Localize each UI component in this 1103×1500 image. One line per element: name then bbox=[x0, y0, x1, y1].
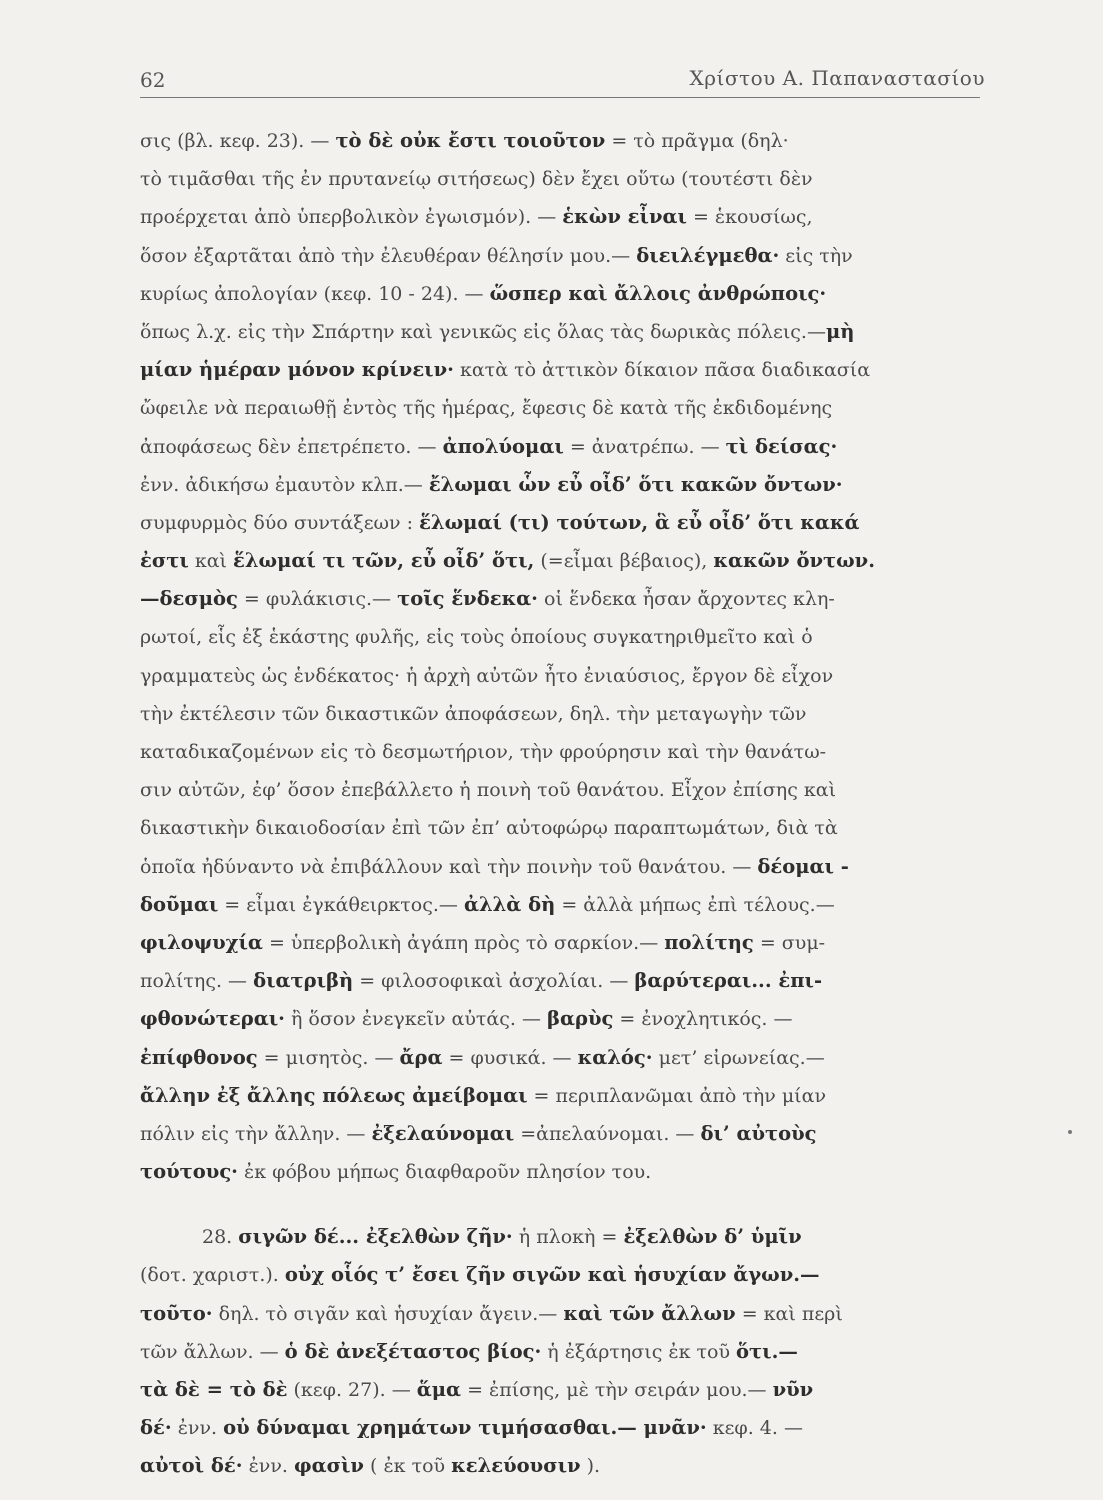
gloss-text: = φυλάκισις.— bbox=[237, 588, 398, 611]
lemma-bold: καλός· bbox=[577, 1045, 653, 1069]
text-line bbox=[140, 1447, 1000, 1485]
lemma-bold: ἅμα bbox=[416, 1378, 462, 1401]
gloss-text: (δοτ. χαριστ.). bbox=[140, 1264, 285, 1287]
gloss-text: = ἑκουσίως, bbox=[686, 206, 813, 229]
text-line bbox=[140, 351, 1000, 389]
gloss-text: = ἐνοχλητικός. — bbox=[613, 1008, 793, 1031]
lemma-bold: βαρὺς bbox=[547, 1007, 614, 1031]
lemma-bold: διατριβὴ bbox=[253, 969, 354, 993]
lemma-bold: —δεσμὸς bbox=[140, 587, 238, 611]
text-line bbox=[140, 1115, 1000, 1153]
text-line bbox=[140, 962, 1000, 1000]
gloss-text: ( ἐκ τοῦ bbox=[363, 1455, 452, 1478]
text-line bbox=[140, 618, 1000, 656]
lemma-bold: φασὶν bbox=[293, 1454, 364, 1478]
lemma-bold: μὴ bbox=[825, 319, 855, 343]
lemma-bold: ἐξελθὼν δ’ ὑμῖν bbox=[623, 1225, 802, 1249]
text-line bbox=[140, 924, 1000, 962]
text-line bbox=[140, 1409, 1000, 1447]
lemma-bold: βαρύτεραι... ἐπι- bbox=[634, 969, 823, 993]
gloss-text: οἱ ἕνδεκα ἦσαν ἄρχοντες κλη- bbox=[537, 588, 835, 611]
gloss-text: τῶν ἄλλων. — bbox=[140, 1340, 285, 1363]
lemma-bold: οὐ δύναμαι χρημάτων τιμήσασθαι.— μνᾶν· bbox=[223, 1416, 707, 1440]
gloss-text: σιν αὐτῶν, ἐφ’ ὅσον ἐπεβάλλετο ἡ ποινὴ τοῦ θανάτου. Εἶχον ἐπίσης καὶ bbox=[140, 779, 837, 802]
header-rule bbox=[140, 97, 980, 98]
commentary-text bbox=[140, 122, 1000, 1486]
margin-speck bbox=[1068, 1130, 1072, 1134]
lemma-bold: πολίτης bbox=[664, 930, 754, 954]
text-line bbox=[140, 198, 1000, 236]
gloss-text: γραμματεὺς ὡς ἑνδέκατος· ἡ ἀρχὴ αὐτῶν ἦτο ἐνιαύσιος, ἔργον δὲ εἶχον bbox=[140, 664, 834, 687]
gloss-text: = ἀνατρέπω. — bbox=[563, 435, 726, 458]
lemma-bold: ἄρα bbox=[399, 1045, 443, 1069]
gloss-text: = ὑπερβολικὴ ἀγάπη πρὸς τὸ σαρκίον.— bbox=[262, 931, 665, 954]
page-header bbox=[140, 62, 985, 96]
text-line bbox=[140, 657, 1000, 695]
lemma-bold: δέ· bbox=[140, 1416, 172, 1440]
lemma-bold: τὰ δὲ = τὸ δὲ bbox=[140, 1378, 288, 1401]
text-line bbox=[140, 275, 1000, 313]
text-line bbox=[140, 580, 1000, 618]
gloss-text: = τὸ πρᾶγμα (δηλ· bbox=[605, 130, 789, 152]
text-line bbox=[140, 466, 1000, 504]
text-line bbox=[140, 313, 1000, 351]
lemma-bold: ἀλλὰ δὴ bbox=[463, 892, 556, 916]
text-line bbox=[140, 1153, 1000, 1191]
gloss-text: κυρίως ἀπολογίαν (κεφ. 10 - 24). — bbox=[140, 282, 490, 305]
lemma-bold: δοῦμαι bbox=[140, 892, 219, 916]
gloss-text: ). bbox=[580, 1455, 601, 1478]
gloss-text: =ἀπελαύνομαι. — bbox=[514, 1122, 701, 1145]
gloss-text: ἐκ φόβου μήπως διαφθαροῦν πλησίον του. bbox=[237, 1161, 652, 1184]
lemma-bold: ἔλωμαι ὧν εὖ οἶδ’ ὅτι κακῶν ὄντων· bbox=[428, 472, 843, 496]
gloss-text: (=εἶμαι βέβαιος), bbox=[534, 550, 714, 573]
text-line bbox=[140, 504, 1000, 542]
lemma-bold: τὶ δείσας· bbox=[725, 434, 838, 458]
text-line bbox=[140, 389, 1000, 427]
gloss-text: κατὰ τὸ ἀττικὸν δίκαιον πᾶσα διαδικασία bbox=[453, 359, 871, 382]
lemma-bold: αὐτοὶ δέ· bbox=[140, 1454, 243, 1478]
lemma-bold: διειλέγμεθα· bbox=[636, 243, 780, 267]
gloss-text: (κεφ. 27). — bbox=[287, 1379, 417, 1401]
gloss-text: δηλ. τὸ σιγᾶν καὶ ἡσυχίαν ἄγειν.— bbox=[212, 1302, 564, 1325]
gloss-text: ἀποφάσεως δὲν ἐπετρέπετο. — bbox=[140, 435, 443, 458]
text-line bbox=[140, 1333, 1000, 1371]
lemma-bold: καὶ τῶν ἄλλων bbox=[563, 1301, 736, 1325]
gloss-text: τὴν ἐκτέλεσιν τῶν δικαστικῶν ἀποφάσεων, δηλ. τὴν μεταγωγὴν τῶν bbox=[140, 702, 807, 725]
lemma-bold: νῦν bbox=[772, 1378, 814, 1401]
text-line bbox=[140, 695, 1000, 733]
page-number: 62 bbox=[140, 68, 166, 92]
lemma-bold: φθονώτεραι· bbox=[140, 1007, 285, 1031]
gloss-text: τὸ τιμᾶσθαι τῆς ἐν πρυτανείῳ σιτήσεως) δὲν ἔχει οὕτω (τουτέστι δὲν bbox=[140, 168, 813, 191]
lemma-bold: ἀπολύομαι bbox=[442, 434, 564, 458]
text-line bbox=[140, 1256, 1000, 1294]
gloss-text: δικαστικὴν δικαιοδοσίαν ἐπὶ τῶν ἐπ’ αὐτοφώρῳ παραπτωμάτων, διὰ τὰ bbox=[140, 817, 838, 840]
text-line bbox=[140, 1000, 1000, 1038]
gloss-text: = φιλοσοφικαὶ ἀσχολίαι. — bbox=[353, 970, 635, 993]
gloss-text: καὶ bbox=[188, 550, 234, 573]
text-line bbox=[140, 771, 1000, 809]
lemma-bold: ἕλωμαί τι τῶν, εὖ οἶδ’ ὅτι, bbox=[233, 549, 535, 573]
gloss-text: ἐνν. bbox=[242, 1455, 294, 1478]
lemma-bold: τοῦτο· bbox=[140, 1301, 213, 1325]
gloss-text: = περιπλανῶμαι ἀπὸ τὴν μίαν bbox=[527, 1084, 826, 1107]
lemma-bold: τὸ δὲ οὐκ ἔστι τοιοῦτον bbox=[335, 129, 606, 152]
paragraph-notes-27 bbox=[140, 122, 1000, 1191]
gloss-text: ἡ ἐξάρτησις ἐκ τοῦ bbox=[541, 1340, 737, 1363]
text-line bbox=[140, 1039, 1000, 1077]
text-line bbox=[140, 160, 1000, 198]
gloss-text: μετ’ εἰρωνείας.— bbox=[652, 1046, 825, 1069]
paragraph-gap bbox=[140, 1191, 1000, 1218]
lemma-bold: οὐχ οἷός τ’ ἔσει ζῆν σιγῶν καὶ ἡσυχίαν ἄγων.— bbox=[284, 1263, 820, 1287]
running-title: Χρίστου Α. Παπαναστασίου bbox=[689, 66, 985, 90]
gloss-text: ἢ ὅσον ἐνεγκεῖν αὐτάς. — bbox=[284, 1008, 548, 1031]
lemma-bold: ὅτι.— bbox=[736, 1339, 798, 1363]
gloss-text: = συμ- bbox=[753, 931, 826, 954]
lemma-bold: δι’ αὐτοὺς bbox=[700, 1121, 817, 1145]
text-line bbox=[140, 122, 1000, 160]
gloss-text: ἐνν. bbox=[171, 1417, 224, 1440]
lemma-bold: ἐστι bbox=[140, 549, 189, 573]
gloss-text: σις (βλ. κεφ. 23). — bbox=[140, 130, 336, 152]
gloss-text: = καὶ περὶ bbox=[735, 1302, 843, 1325]
text-line bbox=[140, 1295, 1000, 1333]
gloss-text: κεφ. 4. — bbox=[706, 1417, 803, 1440]
text-line bbox=[140, 848, 1000, 886]
gloss-text: συμφυρμὸς δύο συντάξεων : bbox=[140, 511, 420, 534]
text-line bbox=[140, 428, 1000, 466]
gloss-text: ὤφειλε νὰ περαιωθῇ ἐντὸς τῆς ἡμέρας, ἔφεσις δὲ κατὰ τῆς ἐκδιδομένης bbox=[140, 397, 833, 420]
lemma-bold: τούτους· bbox=[140, 1160, 238, 1184]
gloss-text: πολίτης. — bbox=[140, 970, 254, 993]
gloss-text: ρωτοί, εἷς ἐξ ἑκάστης φυλῆς, εἰς τοὺς ὁποίους συγκατηριθμεῖτο καὶ ὁ bbox=[140, 626, 813, 649]
gloss-text: πόλιν εἰς τὴν ἄλλην. — bbox=[140, 1122, 372, 1145]
text-line bbox=[140, 542, 1000, 580]
gloss-text: = εἶμαι ἐγκάθειρκτος.— bbox=[218, 893, 464, 916]
lemma-bold: ὥσπερ καὶ ἄλλοις ἀνθρώποις· bbox=[489, 281, 827, 305]
lemma-bold: ἐπίφθονος bbox=[140, 1045, 258, 1069]
lemma-bold: μίαν ἡμέραν μόνον κρίνειν· bbox=[140, 358, 454, 382]
gloss-text: ὅπως λ.χ. εἰς τὴν Σπάρτην καὶ γενικῶς εἰς ὅλας τὰς δωρικὰς πόλεις.— bbox=[140, 320, 826, 343]
lemma-bold: ἑκὼν εἶναι bbox=[562, 205, 687, 229]
lemma-bold: κελεύουσιν bbox=[451, 1454, 581, 1478]
lemma-bold: ἐξελαύνομαι bbox=[371, 1121, 515, 1145]
lemma-bold: ἕλωμαί (τι) τούτων, ἃ εὖ οἶδ’ ὅτι κακά bbox=[419, 510, 860, 534]
gloss-text: ἡ πλοκὴ = bbox=[512, 1226, 624, 1249]
gloss-text: ἐνν. ἀδικήσω ἐμαυτὸν κλπ.— bbox=[140, 473, 429, 496]
gloss-text: ὁποῖα ἠδύναντο νὰ ἐπιβάλλουν καὶ τὴν ποινὴν τοῦ θανάτου. — bbox=[140, 855, 758, 878]
lemma-bold: τοῖς ἕνδεκα· bbox=[397, 587, 538, 611]
gloss-text: = ἐπίσης, μὲ τὴν σειράν μου.— bbox=[461, 1379, 773, 1401]
gloss-text: 28. bbox=[202, 1226, 239, 1249]
gloss-text: ὅσον ἐξαρτᾶται ἀπὸ τὴν ἐλευθέραν θέλησίν μου.— bbox=[140, 244, 637, 267]
text-line bbox=[140, 886, 1000, 924]
lemma-bold: σιγῶν δέ... ἐξελθὼν ζῆν· bbox=[238, 1225, 513, 1249]
text-line bbox=[140, 1371, 1000, 1409]
lemma-bold: ἄλλην ἐξ ἄλλης πόλεως ἀμείβομαι bbox=[140, 1083, 528, 1107]
lemma-bold: κακῶν ὄντων. bbox=[713, 549, 875, 573]
lemma-bold: δέομαι - bbox=[757, 854, 849, 878]
text-line bbox=[140, 1218, 1000, 1256]
text-line bbox=[140, 809, 1000, 847]
gloss-text: καταδικαζομένων εἰς τὸ δεσμωτήριον, τὴν φρούρησιν καὶ τὴν θανάτω- bbox=[140, 741, 827, 763]
gloss-text: προέρχεται ἀπὸ ὑπερβολικὸν ἐγωισμόν). — bbox=[140, 206, 563, 229]
text-line bbox=[140, 237, 1000, 275]
gloss-text: = ἀλλὰ μήπως ἐπὶ τέλους.— bbox=[555, 893, 835, 916]
gloss-text: = φυσικά. — bbox=[442, 1046, 578, 1069]
paragraph-notes-28 bbox=[140, 1218, 1000, 1485]
lemma-bold: ὁ δὲ ἀνεξέταστος βίος· bbox=[284, 1339, 542, 1363]
lemma-bold: φιλοψυχία bbox=[140, 930, 263, 954]
text-line bbox=[140, 733, 1000, 771]
text-line bbox=[140, 1077, 1000, 1115]
gloss-text: εἰς τὴν bbox=[779, 244, 853, 267]
gloss-text: = μισητὸς. — bbox=[257, 1046, 400, 1069]
